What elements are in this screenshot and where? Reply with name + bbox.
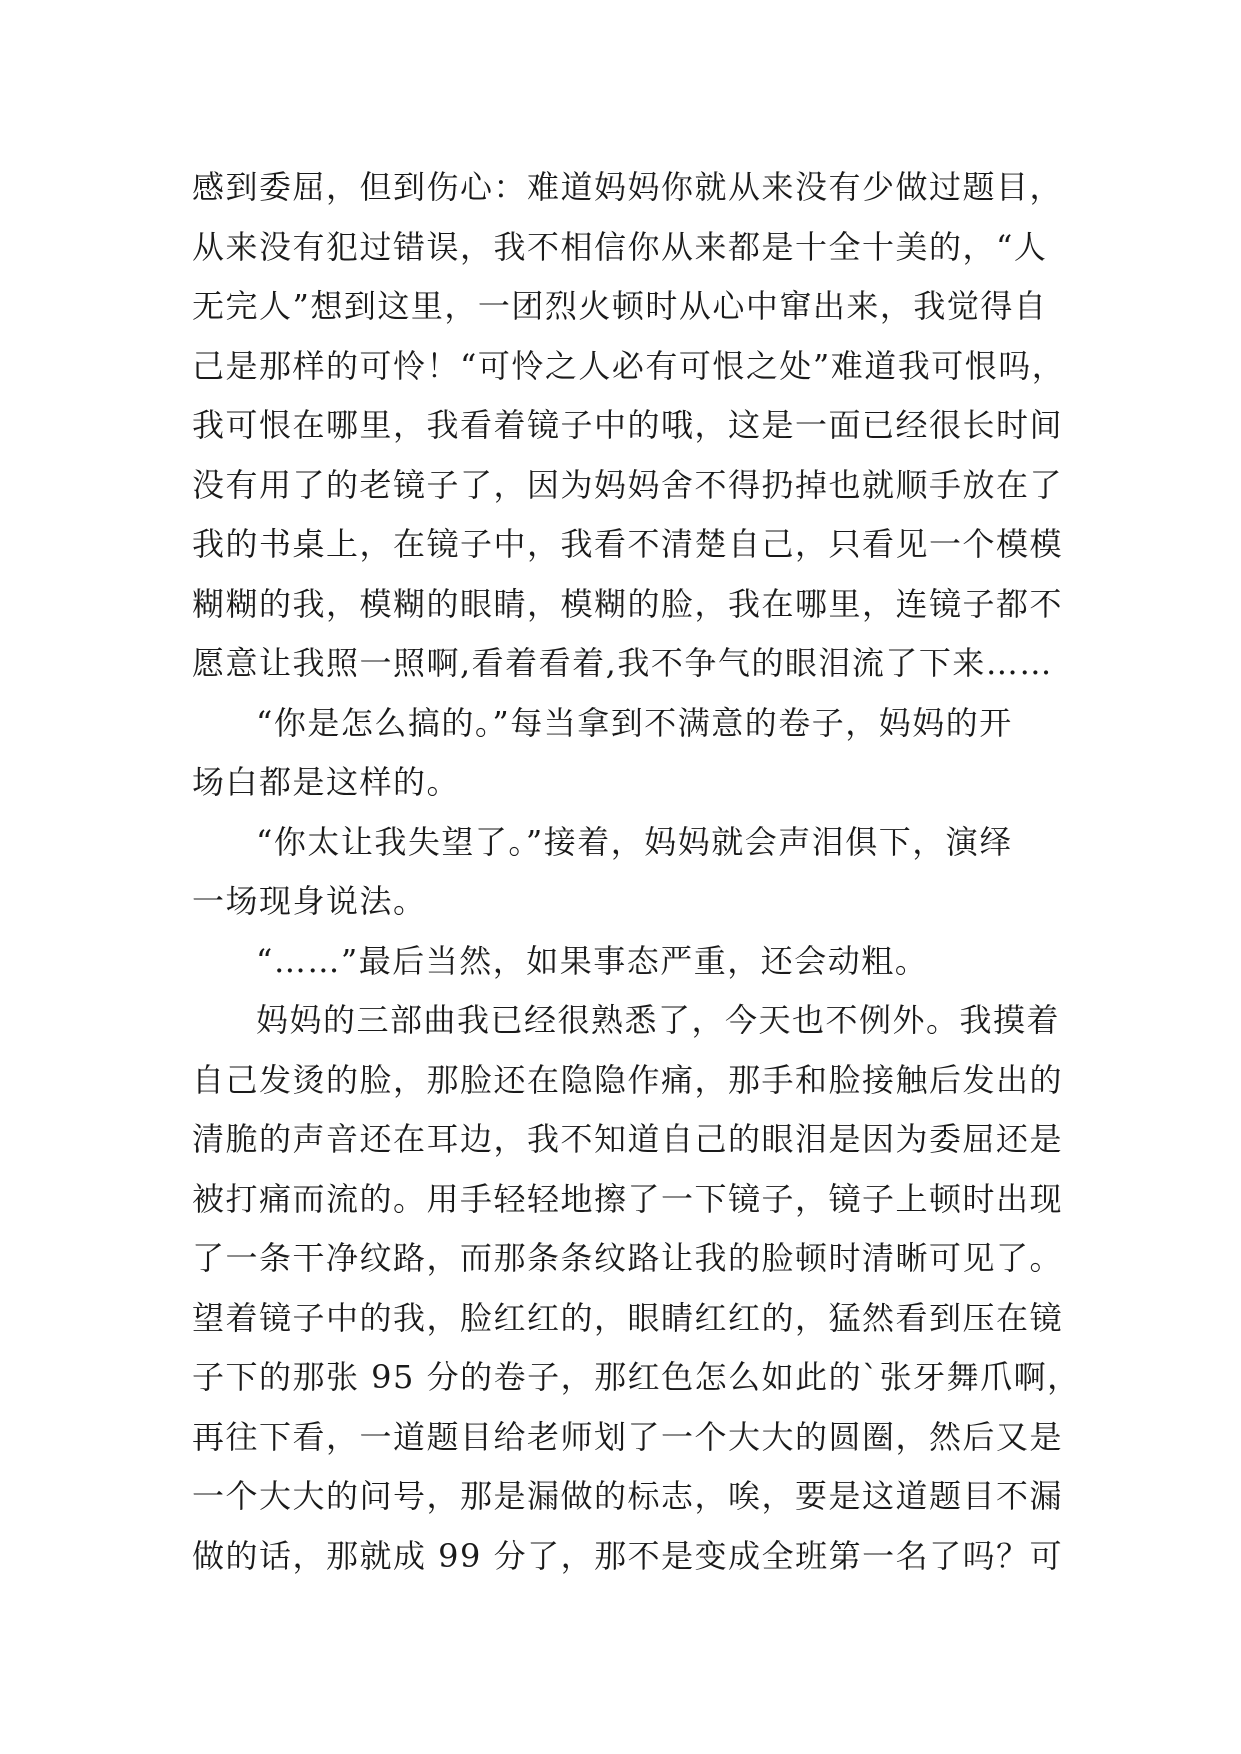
text-line: 我的书桌上，在镜子中，我看不清楚自己，只看见一个模模 xyxy=(192,525,1064,563)
text-line: 愿意让我照一照啊,看着看着,我不争气的眼泪流了下来…… xyxy=(192,644,1053,682)
text-line: 我可恨在哪里，我看着镜子中的哦，这是一面已经很长时间 xyxy=(192,406,1064,444)
paragraph-start-line: “你是怎么搞的。”每当拿到不满意的卷子，妈妈的开 xyxy=(256,703,1013,742)
text-line: 做的话，那就成 99 分了，那不是变成全班第一名了吗？可 xyxy=(192,1536,1064,1575)
paragraph-start-line: “……”最后当然，如果事态严重，还会动粗。 xyxy=(256,941,929,980)
text-line: 自己发烫的脸，那脸还在隐隐作痛，那手和脸接触后发出的 xyxy=(192,1060,1064,1099)
text-line: 望着镜子中的我，脸红红的，眼睛红红的，猛然看到压在镜 xyxy=(192,1298,1064,1337)
text-line: 清脆的声音还在耳边，我不知道自己的眼泪是因为委屈还是 xyxy=(192,1120,1064,1158)
text-line: 一场现身说法。 xyxy=(192,882,427,920)
text-line: 场白都是这样的。 xyxy=(192,763,461,801)
text-line: 感到委屈，但到伤心：难道妈妈你就从来没有少做过题目， xyxy=(192,168,1064,206)
text-line: 无完人”想到这里，一团烈火顿时从心中窜出来，我觉得自 xyxy=(192,287,1048,325)
body-text xyxy=(192,158,1081,1586)
text-line: 再往下看，一道题目给老师划了一个大大的圆圈，然后又是 xyxy=(192,1417,1064,1456)
paragraph-start-line: “你太让我失望了。”接着，妈妈就会声泪俱下，演绎 xyxy=(256,822,1013,861)
text-line: 子下的那张 95 分的卷子，那红色怎么如此的`张牙舞爪啊， xyxy=(192,1358,1081,1396)
text-line: 糊糊的我，模糊的眼睛，模糊的脸，我在哪里，连镜子都不 xyxy=(192,584,1064,623)
text-line: 己是那样的可怜！“可怜之人必有可恨之处”难道我可恨吗， xyxy=(192,346,1066,385)
text-line: 一个大大的问号，那是漏做的标志，唉，要是这道题目不漏 xyxy=(192,1477,1064,1515)
text-line: 被打痛而流的。用手轻轻地擦了一下镜子，镜子上顿时出现 xyxy=(192,1179,1064,1218)
paragraph-start-line: 妈妈的三部曲我已经很熟悉了，今天也不例外。我摸着 xyxy=(256,1001,1061,1039)
text-line: 没有用了的老镜子了，因为妈妈舍不得扔掉也就顺手放在了 xyxy=(192,465,1064,504)
text-line: 了一条干净纹路，而那条条纹路让我的脸顿时清晰可见了。 xyxy=(192,1239,1064,1277)
text-line: 从来没有犯过错误，我不相信你从来都是十全十美的，“人 xyxy=(192,227,1048,266)
